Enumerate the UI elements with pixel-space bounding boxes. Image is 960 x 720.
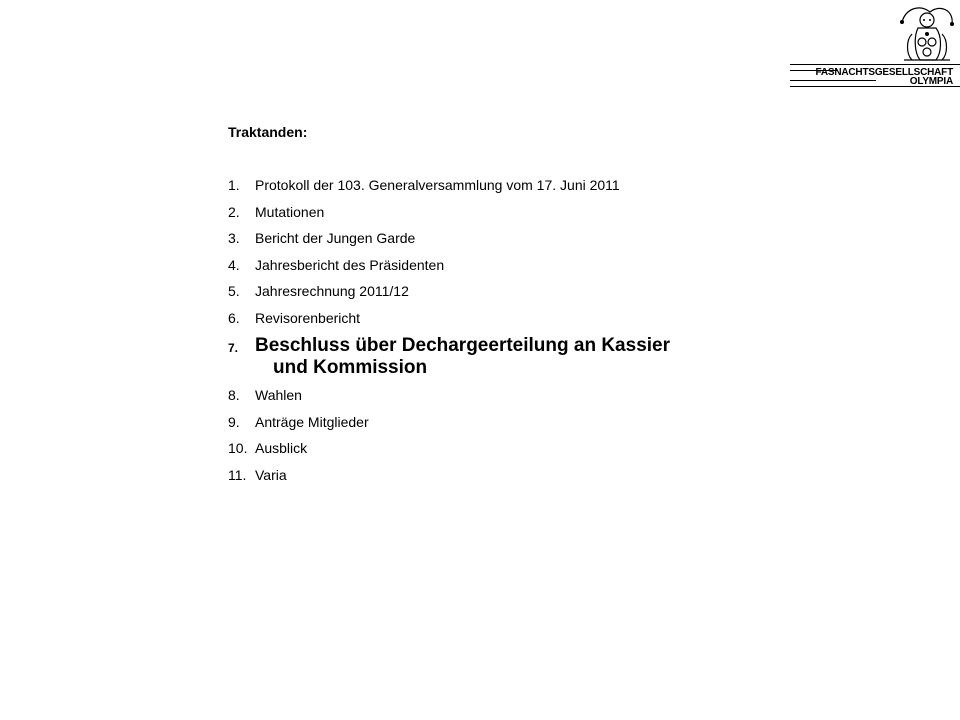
- org-name-line1: FASNACHTSGESELLSCHAFT: [815, 67, 953, 78]
- agenda-item-number: 7.: [228, 341, 239, 355]
- agenda-item-number: 2.: [228, 203, 240, 220]
- agenda-item-text: Anträge Mitglieder: [255, 413, 369, 430]
- agenda-item-text: Revisorenbericht: [255, 309, 361, 326]
- agenda-item-1: [228, 176, 748, 194]
- agenda-item-text-line1: Beschluss über Dechargeerteilung an Kassier: [255, 335, 670, 356]
- agenda-item-number: 3.: [228, 230, 240, 246]
- agenda-item-number: 10.: [228, 440, 248, 456]
- agenda-item-text: Protokoll der 103. Generalversammlung vom 17. Juni 2011: [255, 177, 620, 193]
- agenda-item-number: 9.: [228, 413, 240, 430]
- agenda-item-5: [228, 282, 748, 300]
- agenda-item-text: Jahresbericht des Präsidenten: [255, 256, 445, 273]
- agenda-list: [228, 176, 748, 492]
- agenda-item-text: Wahlen: [255, 387, 302, 403]
- agenda-item-number: 1.: [228, 177, 240, 193]
- agenda-item-text-line2: und Kommission: [273, 357, 428, 378]
- agenda-item-2: [228, 203, 748, 221]
- agenda-item-10: [228, 439, 748, 457]
- agenda-item-3: [228, 229, 748, 247]
- agenda-item-number: 5.: [228, 283, 240, 299]
- agenda-item-text: Mutationen: [255, 203, 325, 220]
- org-name-line2: OLYMPIA: [909, 76, 953, 87]
- agenda-item-number: 8.: [228, 387, 240, 403]
- agenda-item-4: [228, 256, 748, 274]
- logo-rule-mid2: [790, 80, 876, 81]
- agenda-item-11: [228, 466, 748, 484]
- agenda-heading: Traktanden:: [228, 124, 308, 140]
- agenda-item-number: 11.: [228, 466, 247, 483]
- agenda-item-9: [228, 413, 748, 431]
- agenda-item-number: 6.: [228, 309, 240, 326]
- agenda-item-text: Ausblick: [255, 440, 308, 456]
- agenda-item-text: Varia: [255, 466, 287, 483]
- org-logo: [790, 0, 960, 92]
- logo-rule-top: [790, 64, 960, 65]
- agenda-item-8: [228, 386, 748, 404]
- jester-icon: [790, 0, 960, 66]
- agenda-item-text: [228, 335, 695, 379]
- agenda-item-text: Jahresrechnung 2011/12: [255, 283, 409, 299]
- agenda-item-6: [228, 309, 748, 327]
- agenda-item-text: Bericht der Jungen Garde: [255, 230, 416, 246]
- agenda-item-number: 4.: [228, 256, 240, 273]
- agenda-item-7-highlighted: [228, 335, 748, 379]
